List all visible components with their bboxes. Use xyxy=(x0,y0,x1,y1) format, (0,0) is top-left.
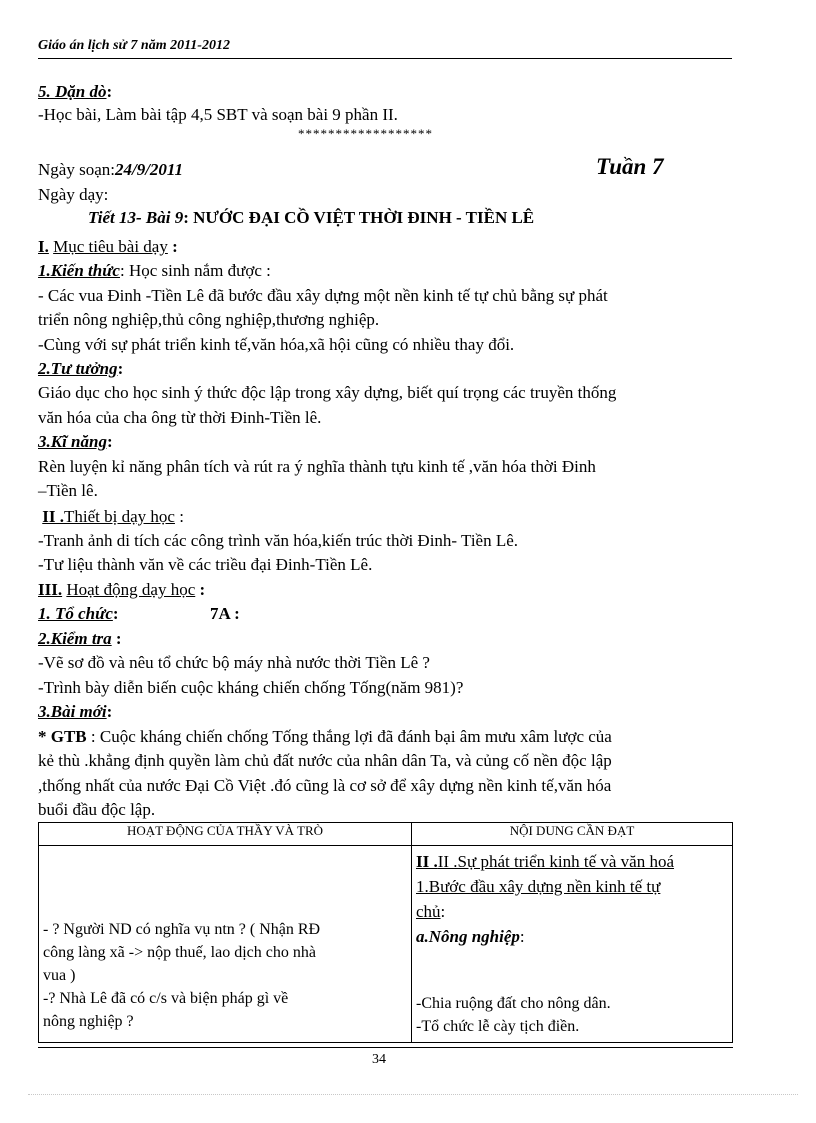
thought-heading: 2.Tư tưởng xyxy=(38,359,118,378)
org-colon: : xyxy=(112,604,119,623)
gtb-text: : Cuộc kháng chiến chống Tống thắng lợi đã đánh bại âm mưu xâm lược của xyxy=(86,727,612,746)
gtb-line: kẻ thù .khẳng định quyền làm chủ đất nước của nhân dân Ta, và củng cố nền độc lập xyxy=(38,751,612,770)
skill-heading-line: 3.Kĩ năng: xyxy=(38,432,113,451)
knowledge-intro: : Học sinh nắm được : xyxy=(119,261,271,280)
content-section-heading: II .II .Sự phát triển kinh tế và văn hoá xyxy=(416,852,675,871)
check-colon: : xyxy=(111,629,122,648)
objectives-colon: : xyxy=(167,237,178,256)
table-row xyxy=(39,846,733,1043)
equipment-heading xyxy=(38,505,184,529)
new-lesson-colon: : xyxy=(106,702,113,721)
equipment-num: II . xyxy=(42,507,64,526)
knowledge-line: -Cùng với sự phát triển kinh tế,văn hóa,xã hội cũng có nhiều thay đổi. xyxy=(38,335,515,354)
content-subsection-1: 1.Bước đầu xây dựng nền kinh tế tự xyxy=(416,877,661,896)
document-header: Giáo án lịch sử 7 năm 2011-2012 xyxy=(38,38,732,59)
activity-line: -? Nhà Lê đã có c/s và biện pháp gì về xyxy=(43,990,289,1007)
lesson-table xyxy=(38,822,733,1043)
skill-heading: 3.Kĩ năng xyxy=(38,432,107,451)
gtb-line: ,thống nhất của nước Đại Cồ Việt .đó cũng là cơ sở để xây dựng nền kinh tế,văn hóa xyxy=(38,776,612,795)
org-heading: 1. Tổ chức xyxy=(38,604,113,623)
lesson-title xyxy=(88,208,534,228)
new-lesson-heading-line xyxy=(38,700,112,724)
check-line: -Trình bày diễn biến cuộc kháng chiến chống Tống(năm 981)? xyxy=(38,678,464,697)
content-agriculture: a.Nông nghiệp: xyxy=(416,927,525,946)
content-subsection-2: chủ: xyxy=(416,902,446,921)
table-header-row xyxy=(39,823,733,846)
table-cell-content xyxy=(412,846,733,1043)
check-line: -Vẽ sơ đồ và nêu tổ chức bộ máy nhà nước thời Tiền Lê ? xyxy=(38,653,430,672)
activities-colon: : xyxy=(195,580,206,599)
activities-heading xyxy=(38,578,205,602)
table-header-content: NỘI DUNG CẦN ĐẠT xyxy=(412,823,733,846)
separator-stars: ****************** xyxy=(298,126,433,141)
equipment-line: -Tư liệu thành văn về các triều đại Đinh-Tiền Lê. xyxy=(38,555,373,574)
gtb-label: * GTB xyxy=(38,727,87,746)
org-line xyxy=(38,602,119,626)
teach-date-label: Ngày dạy: xyxy=(38,185,109,204)
homework-heading-line xyxy=(38,80,112,104)
activity-line: công làng xã -> nộp thuế, lao dịch cho nhà xyxy=(43,944,316,961)
thought-line: Giáo dục cho học sinh ý thức độc lập trong xây dựng, biết quí trọng các truyền thống xyxy=(38,383,617,402)
activity-line: - ? Người ND có nghĩa vụ ntn ? ( Nhận RĐ xyxy=(43,921,321,938)
prep-date-value: 24/9/2011 xyxy=(114,160,183,179)
activity-line: vua ) xyxy=(43,967,76,984)
knowledge-heading: 1.Kiến thức xyxy=(38,261,120,280)
page-bottom-dotted-line xyxy=(28,1094,798,1095)
activity-line: nông nghiệp ? xyxy=(43,1013,134,1030)
thought-line: văn hóa của cha ông từ thời Đinh-Tiền lê. xyxy=(38,408,322,427)
check-heading: 2.Kiểm tra xyxy=(38,629,112,648)
lesson-prefix: Tiết 13- Bài 9 xyxy=(88,208,184,227)
knowledge-line: triển nông nghiệp,thủ công nghiệp,thương nghiệp. xyxy=(38,310,380,329)
equipment-title: Thiết bị dạy học xyxy=(63,507,175,526)
equipment-line: -Tranh ảnh di tích các công trình văn hóa,kiến trúc thời Đinh- Tiền Lê. xyxy=(38,531,519,550)
knowledge-heading-line xyxy=(38,259,271,283)
prep-date-label: Ngày soạn: xyxy=(38,160,115,179)
check-heading-line xyxy=(38,627,122,651)
org-class: 7A : xyxy=(210,604,240,623)
week-label: Tuần 7 xyxy=(596,154,664,179)
activities-num: III. xyxy=(38,580,63,599)
skill-line: Rèn luyện kỉ năng phân tích và rút ra ý nghĩa thành tựu kinh tế ,văn hóa thời Đinh xyxy=(38,457,596,476)
equipment-colon: : xyxy=(174,507,184,526)
activities-title: Hoạt động dạy học xyxy=(66,580,196,599)
objectives-title: Mục tiêu bài dạy xyxy=(53,237,168,256)
prep-date-line xyxy=(38,158,183,182)
homework-heading: 5. Dặn dò xyxy=(38,82,107,101)
table-header-activities: HOẠT ĐỘNG CỦA THẦY VÀ TRÒ xyxy=(39,823,412,846)
footer-rule xyxy=(38,1047,733,1048)
gtb-line: buổi đầu độc lập. xyxy=(38,800,156,819)
content-line: -Chia ruộng đất cho nông dân. xyxy=(416,995,611,1012)
homework-colon: : xyxy=(106,82,113,101)
new-lesson-heading: 3.Bài mới xyxy=(38,702,107,721)
objectives-num: I. xyxy=(38,237,49,256)
homework-text: -Học bài, Làm bài tập 4,5 SBT và soạn bài 9 phần II. xyxy=(38,105,398,124)
skill-line: –Tiền lê. xyxy=(38,481,98,500)
gtb-line xyxy=(38,725,612,749)
table-cell-activities xyxy=(39,846,412,1043)
thought-heading-line: 2.Tư tưởng: xyxy=(38,359,124,378)
objectives-heading xyxy=(38,235,178,259)
content-line: -Tổ chức lễ cày tịch điền. xyxy=(416,1018,580,1035)
lesson-name: : NƯỚC ĐẠI CỒ VIỆT THỜI ĐINH - TIỀN LÊ xyxy=(183,208,535,227)
page-number: 34 xyxy=(372,1052,386,1067)
knowledge-line: - Các vua Đinh -Tiền Lê đã bước đầu xây dựng một nền kinh tế tự chủ bằng sự phát xyxy=(38,286,608,305)
